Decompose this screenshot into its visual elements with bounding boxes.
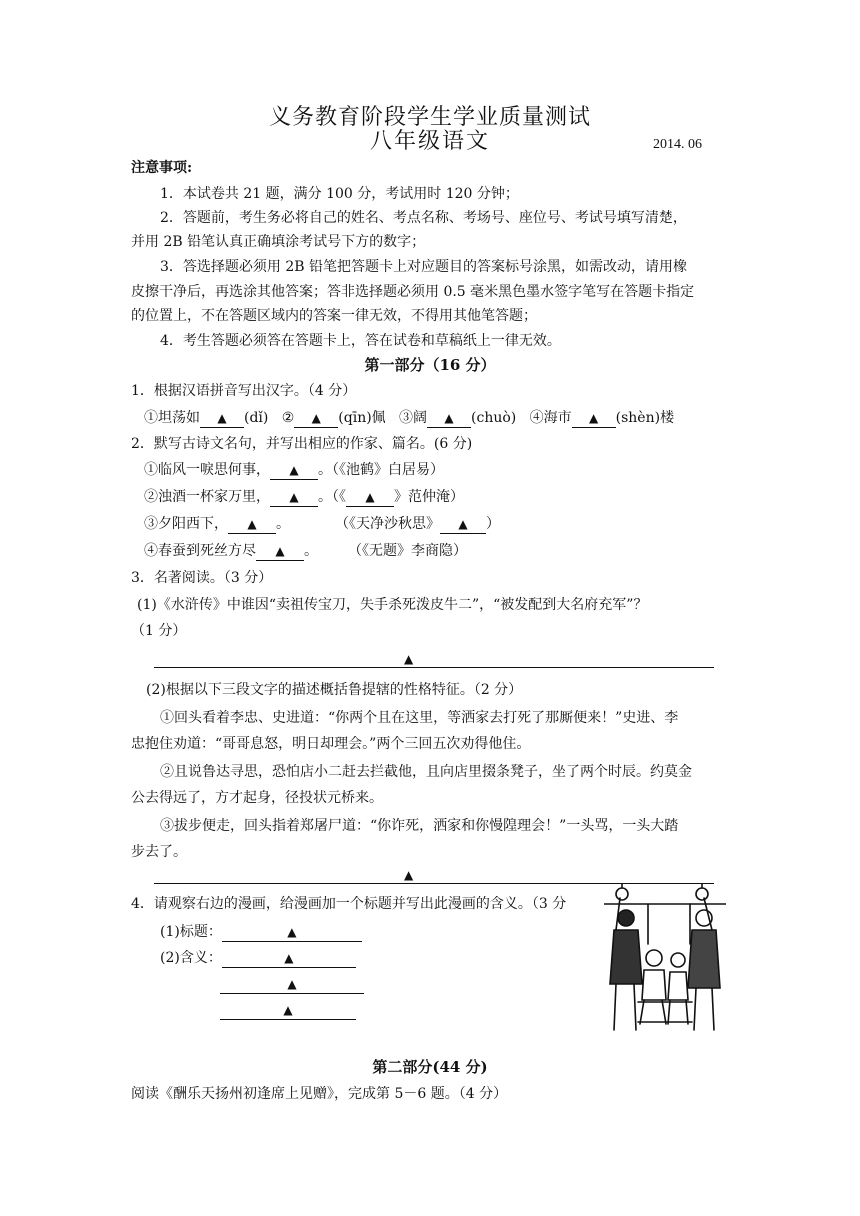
q2-b-mid: 。（《 — [318, 489, 346, 505]
part2-intro: 阅读《酬乐天扬州初逢席上见赠》，完成第 5－6 题。（4 分） — [131, 1086, 508, 1102]
q3-passage-1b: 忠抱住劝道：“哥哥息怒，明日却理会。”两个三回五次劝得他住。 — [131, 736, 531, 752]
notice-item-2a: 2．答题前，考生务必将自己的姓名、考点名称、考场号、座位号、考试号填写清楚， — [160, 210, 687, 226]
q4-meaning-answer-blank — [222, 950, 356, 968]
q3-passage-2a: ②且说鲁达寻思，恐怕店小二赶去拦截他，且向店里掇条凳子，坐了两个时辰。约莫金 — [160, 764, 692, 780]
q4-title-row — [160, 922, 362, 942]
q4-title-answer-blank — [222, 924, 362, 942]
q1-d-answer-blank — [572, 410, 616, 428]
answer-marker-icon: ▲ — [311, 411, 321, 425]
q2-c-pre: ③夕阳西下， — [144, 516, 228, 532]
q3-stem: 3．名著阅读。（3 分） — [131, 570, 273, 586]
q1-d-pre: ④海市 — [529, 410, 572, 426]
q3-passage-2b: 公去得远了，方才起身，径投状元桥来。 — [131, 790, 383, 806]
notice-item-2b: 并用 2B 铅笔认真正确填涂考试号下方的数字； — [131, 234, 426, 250]
notice-item-4: 4．考生答题必须答在答题卡上，答在试卷和草稿纸上一律无效。 — [160, 333, 561, 349]
q2-a-answer-blank — [270, 462, 318, 480]
answer-marker-icon: ▲ — [284, 951, 294, 965]
answer-marker-icon: ▲ — [283, 1003, 293, 1017]
answer-marker-icon: ▲ — [458, 517, 468, 531]
notice-item-3a: 3．答选择题必须用 2B 铅笔把答题卡上对应题目的答案标号涂黑，如需改动，请用橡 — [160, 259, 688, 275]
q1-stem: 1．根据汉语拼音写出汉字。（4 分） — [131, 383, 357, 399]
q2-b-post: 》范仲淹） — [394, 489, 464, 505]
exam-subtitle: 八年级语文 — [369, 129, 490, 154]
q2-b-title-blank — [346, 489, 394, 507]
q4-meaning-answer-blank — [220, 976, 364, 994]
answer-marker-icon: ▲ — [365, 490, 375, 504]
q2-line-c-source — [335, 514, 500, 534]
q1-items — [144, 408, 674, 428]
answer-marker-icon: ▲ — [289, 490, 299, 504]
q3-sub1-answer-line — [154, 667, 714, 668]
q2-line-a — [144, 460, 444, 480]
q1-c-answer-blank — [427, 410, 471, 428]
q4-meaning-row-2 — [220, 974, 364, 994]
answer-marker-icon: ▲ — [404, 868, 414, 882]
q2-a-post: 。（《池鹤》白居易） — [318, 462, 444, 478]
q3-sub1-line2: （1 分） — [131, 623, 187, 639]
q2-d-answer-blank — [256, 543, 304, 561]
q2-stem: 2．默写古诗文名句，并写出相应的作家、篇名。(6 分) — [131, 436, 473, 452]
notice-item-3c: 的位置上，不在答题区域内的答案一律无效，不得用其他笔答题； — [131, 308, 537, 324]
q2-line-d — [144, 541, 318, 561]
q3-passage-3a: ③拔步便走，回头指着郑屠尸道：“你诈死，洒家和你慢隍理会！”一头骂，一头大踏 — [160, 818, 679, 834]
q2-c-mid: 。 — [276, 516, 290, 532]
q1-d-post: (shèn)楼 — [615, 410, 675, 426]
q2-a-pre: ①临风一唳思何事， — [144, 462, 270, 478]
q2-d-pre: ④春蚕到死丝方尽 — [144, 543, 256, 559]
q3-passage-3b: 步去了。 — [131, 844, 187, 860]
answer-marker-icon: ▲ — [404, 652, 414, 666]
q2-d-mid: 。 — [304, 543, 318, 559]
part2-heading: 第二部分(44 分) — [372, 1058, 488, 1076]
q4-stem: 4．请观察右边的漫画，给漫画加一个标题并写出此漫画的含义。（3 分 — [131, 896, 567, 912]
q3-sub1-line1: (1)《水浒传》中谁因“卖祖传宝刀，失手杀死泼皮牛二”，“被发配到大名府充军”？ — [137, 597, 648, 613]
q3-passage-1a: ①回头看着李忠、史进道：“你两个且在这里，等洒家去打死了那厮便来！”史进、李 — [160, 710, 679, 726]
exam-title: 义务教育阶段学生学业质量测试 — [268, 105, 591, 130]
q2-d-source: （《无题》李商隐） — [348, 543, 467, 559]
q4-meaning-row-3 — [220, 1000, 356, 1020]
q4-meaning-label: (2)含义： — [160, 950, 222, 966]
notice-item-3b: 皮擦干净后，再选涂其他答案；答非选择题必须用 0.5 毫米黑色墨水签字笔写在答题卡指定 — [131, 284, 695, 300]
notice-item-1: 1．本试卷共 21 题，满分 100 分，考试用时 120 分钟； — [160, 186, 519, 202]
cartoon-illustration — [604, 884, 726, 1036]
q1-a-pre: ①坦荡如 — [144, 410, 200, 426]
q1-a-post: (dǐ) — [244, 410, 269, 426]
answer-marker-icon: ▲ — [275, 544, 285, 558]
q4-meaning-row — [160, 948, 356, 968]
answer-marker-icon: ▲ — [289, 463, 299, 477]
answer-marker-icon: ▲ — [217, 411, 227, 425]
q1-a-answer-blank — [200, 410, 244, 428]
q2-c-end: ） — [486, 516, 500, 532]
q2-b-pre: ②浊酒一杯家万里， — [144, 489, 270, 505]
answer-marker-icon: ▲ — [589, 411, 599, 425]
q3-sub2: (2)根据以下三段文字的描述概括鲁提辖的性格特征。（2 分） — [146, 682, 523, 698]
q2-line-b — [144, 487, 464, 507]
q2-c-author-blank — [440, 516, 486, 534]
notice-heading: 注意事项: — [131, 160, 193, 176]
q1-b-answer-blank — [294, 410, 338, 428]
q1-c-post: (chuò) — [471, 410, 517, 426]
q2-line-c — [144, 514, 290, 534]
answer-marker-icon: ▲ — [287, 925, 297, 939]
q2-c-answer-blank — [228, 516, 276, 534]
part1-heading: 第一部分（16 分） — [364, 356, 496, 374]
q1-b-pre: ② — [281, 410, 295, 426]
q4-title-label: (1)标题： — [160, 924, 222, 940]
q4-meaning-answer-blank — [220, 1002, 356, 1020]
answer-marker-icon: ▲ — [444, 411, 454, 425]
exam-date: 2014. 06 — [653, 137, 702, 152]
q1-b-post: (qīn)佩 — [338, 410, 386, 426]
answer-marker-icon: ▲ — [287, 977, 297, 991]
q1-c-pre: ③阔 — [399, 410, 428, 426]
answer-marker-icon: ▲ — [247, 517, 257, 531]
q2-b-answer-blank — [270, 489, 318, 507]
q2-c-source: （《天净沙秋思》 — [335, 516, 440, 532]
